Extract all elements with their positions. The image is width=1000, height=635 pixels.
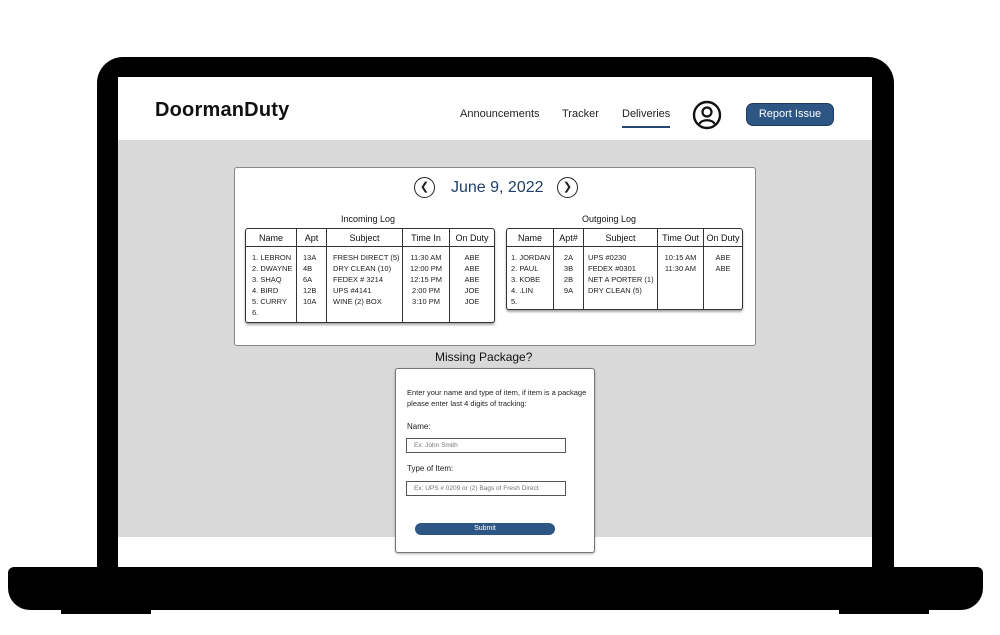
form-intro-text: Enter your name and type of item, if item is a package please enter last 4 digits of tracking: <box>407 388 587 408</box>
table-cell: UPS #4141 <box>333 286 372 295</box>
incoming-col-name: Name 1. LEBRON 2. DWAYNE 3. SHAQ 4. BIRD 5. CURRY 6. <box>246 229 297 322</box>
table-cell: 12:00 PM <box>409 264 443 273</box>
nav-link-tracker[interactable]: Tracker <box>562 108 599 120</box>
table-cell: 10A <box>303 297 317 306</box>
date-title: June 9, 2022 <box>451 179 544 196</box>
table-cell: ABE <box>464 253 480 262</box>
table-cell: ABE <box>715 264 731 273</box>
table-cell: 12:15 PM <box>409 275 443 284</box>
table-cell: 3. KOBE <box>511 275 541 284</box>
outgoing-col-subject: Subject UPS #0230 FEDEX #0301 NET A PORTER (1) DRY CLEAN (5) <box>584 229 658 309</box>
table-cell: WINE (2) BOX <box>333 297 382 306</box>
table-cell: FEDEX #0301 <box>588 264 636 273</box>
incoming-log-title: Incoming Log <box>341 214 396 224</box>
top-nav <box>118 77 872 140</box>
outgoing-col-name: Name 1. JORDAN 2. PAUL 3. KOBE 4. .LIN 5. <box>507 229 554 309</box>
table-cell: 11:30 AM <box>410 253 442 262</box>
screen <box>118 77 872 567</box>
missing-package-form <box>395 368 595 553</box>
table-cell: DRY CLEAN (10) <box>333 264 392 273</box>
table-cell: 2B <box>563 275 574 284</box>
name-input[interactable] <box>406 438 566 453</box>
incoming-col-on-duty: On Duty ABE ABE ABE JOE JOE <box>450 229 494 322</box>
table-cell: 1. LEBRON <box>252 253 292 262</box>
table-cell: 4. .LIN <box>511 286 534 295</box>
table-cell: 2:00 PM <box>412 286 440 295</box>
table-cell: 2A <box>563 253 574 262</box>
incoming-col-apt: Apt 13A 4B 6A 12B 10A <box>297 229 327 322</box>
table-cell: 5. <box>511 297 518 306</box>
item-type-input[interactable] <box>406 481 566 496</box>
table-cell: 3. SHAQ <box>252 275 282 284</box>
table-cell: FEDEX # 3214 <box>333 275 384 284</box>
table-cell: 3B <box>563 264 574 273</box>
table-cell: 2. PAUL <box>511 264 539 273</box>
missing-package-title: Missing Package? <box>435 350 533 364</box>
incoming-col-subject: Subject FRESH DIRECT (5) DRY CLEAN (10) FEDEX # 3214 UPS #4141 WINE (2) BOX <box>327 229 403 322</box>
table-cell: ABE <box>464 275 480 284</box>
table-cell: DRY CLEAN (5) <box>588 286 642 295</box>
chevron-left-icon[interactable]: ❮ <box>414 177 435 198</box>
table-cell: 13A <box>303 253 317 262</box>
outgoing-col-on-duty: On Duty ABE ABE <box>704 229 742 309</box>
laptop-foot-left <box>61 606 151 614</box>
logo[interactable]: DoormanDuty <box>155 99 290 121</box>
incoming-col-time-in: Time In 11:30 AM 12:00 PM 12:15 PM 2:00 PM 3:10 PM <box>403 229 450 322</box>
table-cell: 6A <box>303 275 313 284</box>
table-cell: ABE <box>715 253 731 262</box>
table-cell: 2. DWAYNE <box>252 264 293 273</box>
table-cell: 4B <box>303 264 313 273</box>
table-cell: JOE <box>464 286 480 295</box>
user-circle-icon[interactable] <box>692 100 722 130</box>
report-issue-button[interactable]: Report Issue <box>746 103 834 126</box>
table-cell: FRESH DIRECT (5) <box>333 253 400 262</box>
delivery-log-card <box>234 167 756 346</box>
laptop-base <box>8 567 983 610</box>
table-cell: JOE <box>464 297 480 306</box>
name-label: Name: <box>407 422 431 431</box>
chevron-right-icon[interactable]: ❯ <box>557 177 578 198</box>
table-cell: 4. BIRD <box>252 286 279 295</box>
submit-button[interactable]: Submit <box>415 523 555 535</box>
outgoing-log-table <box>506 228 743 310</box>
outgoing-log-title: Outgoing Log <box>582 214 637 224</box>
table-cell: 3:10 PM <box>412 297 440 306</box>
table-cell: ABE <box>464 264 480 273</box>
nav-link-announcements[interactable]: Announcements <box>460 108 540 120</box>
table-cell: 1. JORDAN <box>511 253 551 262</box>
outgoing-col-time-out: Time Out 10:15 AM 11:30 AM <box>658 229 704 309</box>
table-cell: 12B <box>303 286 317 295</box>
table-cell: NET A PORTER (1) <box>588 275 654 284</box>
table-cell: 9A <box>563 286 574 295</box>
laptop-foot-right <box>839 606 929 614</box>
table-cell: 5. CURRY <box>252 297 287 306</box>
table-cell: 11:30 AM <box>664 264 697 273</box>
nav-link-deliveries[interactable]: Deliveries <box>622 108 670 128</box>
table-cell: 10:15 AM <box>664 253 697 262</box>
outgoing-col-apt: Apt# 2A 3B 2B 9A <box>554 229 584 309</box>
table-cell: UPS #0230 <box>588 253 627 262</box>
table-cell: 6. <box>252 308 259 317</box>
item-type-label: Type of Item: <box>407 464 454 473</box>
incoming-log-table <box>245 228 495 323</box>
